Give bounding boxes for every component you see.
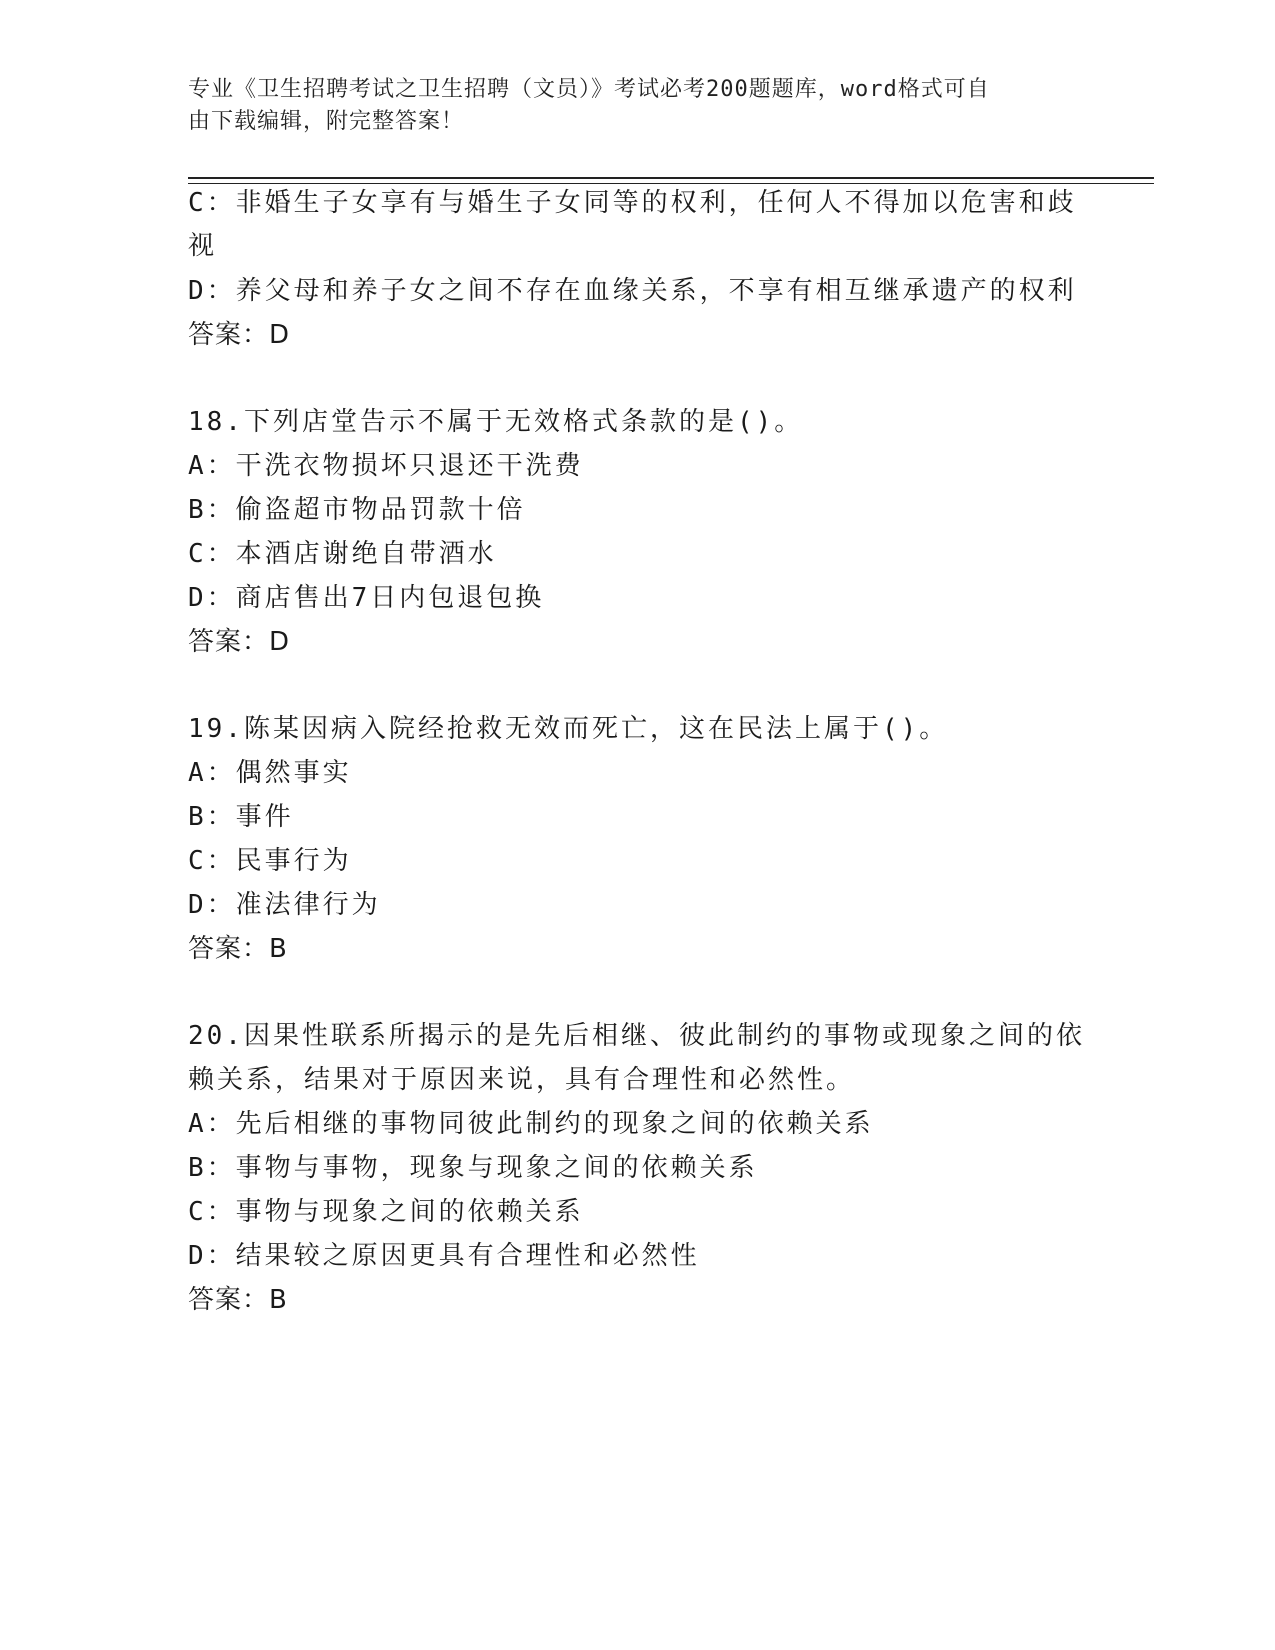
prev-option-c-line-2: 视 (188, 231, 218, 261)
question-18-answer: 答案：D (188, 627, 291, 657)
question-20-stem-line-2: 赖关系，结果对于原因来说，具有合理性和必然性。 (188, 1065, 856, 1095)
question-18-option-c: C：本酒店谢绝自带酒水 (188, 539, 497, 569)
header-divider-thick (188, 177, 1154, 179)
header-line-1: 专业《卫生招聘考试之卫生招聘（文员）》考试必考200题题库，word格式可自 (188, 77, 990, 102)
document-header (188, 74, 1088, 138)
prev-option-d: D：养父母和养子女之间不存在血缘关系，不享有相互继承遗产的权利 (188, 276, 1077, 306)
question-19-stem: 19.陈某因病入院经抢救无效而死亡，这在民法上属于()。 (188, 714, 949, 744)
question-20-stem-line-1: 20.因果性联系所揭示的是先后相继、彼此制约的事物或现象之间的依 (188, 1021, 1085, 1051)
header-line-2: 由下载编辑，附完整答案！ (188, 109, 465, 134)
question-18-stem: 18.下列店堂告示不属于无效格式条款的是()。 (188, 407, 804, 437)
prev-option-c-line-1: C：非婚生子女享有与婚生子女同等的权利，任何人不得加以危害和歧 (188, 188, 1077, 218)
question-19-option-a: A：偶然事实 (188, 758, 352, 788)
question-18-option-a: A：干洗衣物损坏只退还干洗费 (188, 451, 584, 481)
question-20-option-a: A：先后相继的事物同彼此制约的现象之间的依赖关系 (188, 1109, 874, 1139)
question-20-option-b: B：事物与事物，现象与现象之间的依赖关系 (188, 1153, 758, 1183)
question-19-answer: 答案：B (188, 934, 288, 964)
question-19-option-d: D：准法律行为 (188, 890, 381, 920)
question-20-option-d: D：结果较之原因更具有合理性和必然性 (188, 1241, 700, 1271)
prev-answer: 答案：D (188, 320, 291, 350)
question-20-option-c: C：事物与现象之间的依赖关系 (188, 1197, 584, 1227)
question-18-option-d: D：商店售出7日内包退包换 (188, 583, 545, 613)
question-19-option-c: C：民事行为 (188, 846, 352, 876)
question-20-answer: 答案：B (188, 1285, 288, 1315)
question-18-option-b: B：偷盗超市物品罚款十倍 (188, 495, 526, 525)
question-19-option-b: B：事件 (188, 802, 294, 832)
